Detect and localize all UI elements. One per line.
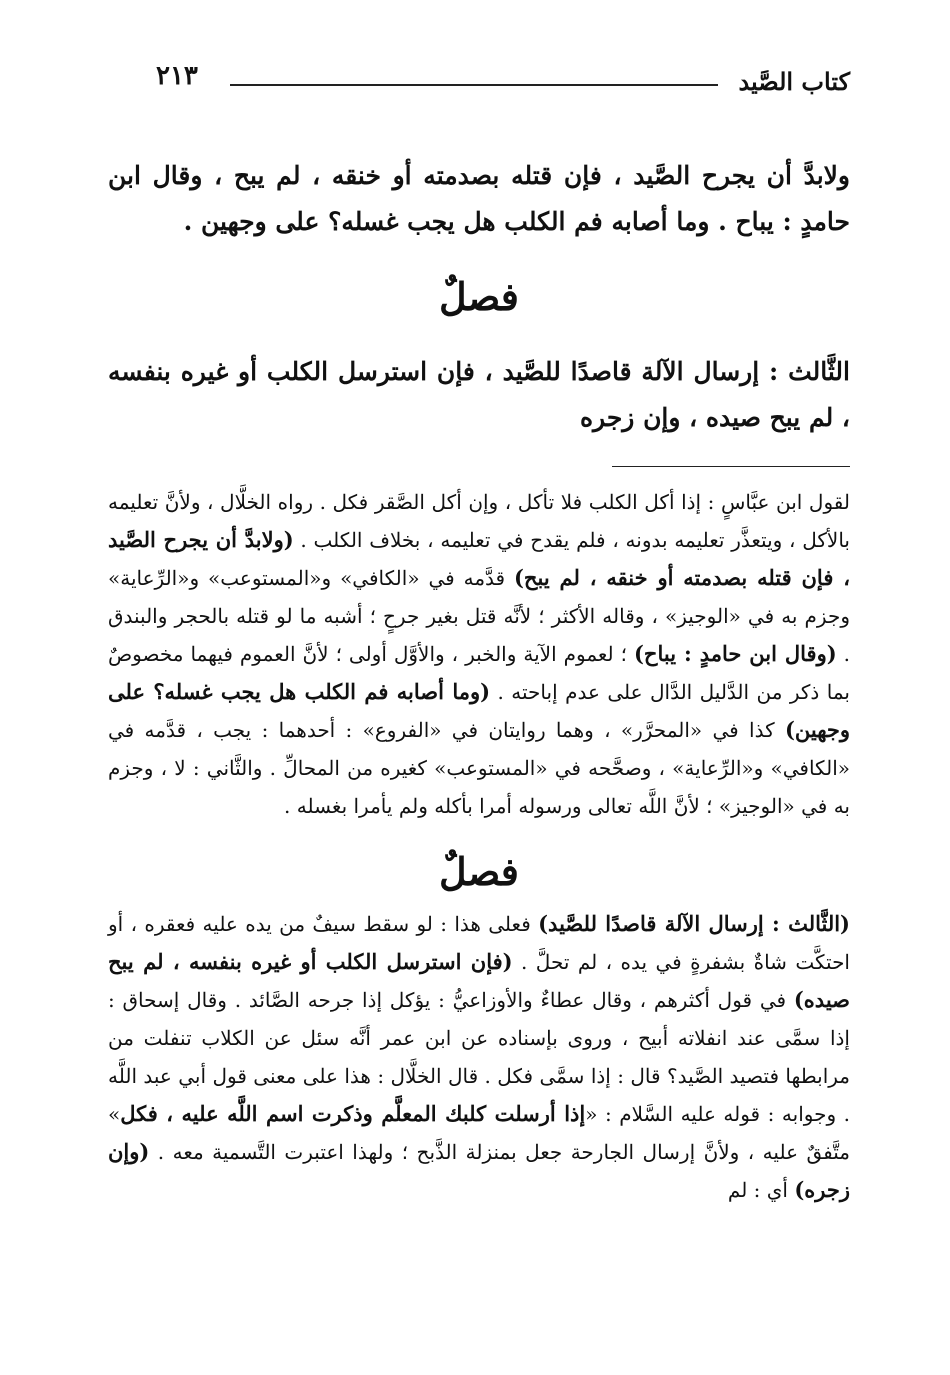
commentary-text: في قول أكثرهم ، وقال عطاءٌ والأوزاعيُّ : يؤكل إذا جرحه الصَّائد . وقال إسحاق : إذا سمَّى عند انفلاته أبيح ، وروى بإسناده عن ابن عمر أنَّه سئل عن الكلاب تنفلت من مرابطها فتصيد الصَّيد؟ قال : إذا سمَّى فكل . قال الخلَّال : هذا على معنى قول أبي عبد اللَّه . وجوابه : قوله عليه السَّلام : « — [108, 988, 850, 1126]
commentary-paragraph-2 — [108, 905, 850, 1209]
quoted-matn: (وإن زجره) — [108, 1139, 850, 1202]
page-number: ٢١٣ — [156, 61, 198, 91]
running-title: كتاب الصَّيد — [738, 67, 850, 96]
commentary-text: أي : لم — [727, 1178, 795, 1202]
commentary-text: » متَّفقٌ عليه ، ولأنَّ إرسال الجارحة جعل بمنزلة الذَّبح ؛ ولهذا اعتبرت التَّسمية معه . — [108, 1102, 850, 1164]
quoted-matn: (وما أصابه فم الكلب هل يجب غسله؟ على وجهين) — [108, 679, 850, 742]
quoted-matn: (الثَّالث : إرسال الآلة قاصدًا للصَّيد) — [538, 911, 850, 936]
page — [108, 55, 850, 1229]
matn-paragraph-1: ولابدَّ أن يجرح الصَّيد ، فإن قتله بصدمته أو خنقه ، لم يبح ، وقال ابن حامدٍ : يباح . وما أصابه فم الكلب هل يجب غسله؟ على وجهين . — [108, 161, 850, 236]
header-rule — [230, 84, 718, 86]
quoted-matn: (ولابدَّ أن يجرح الصَّيد ، فإن قتله بصدمته أو خنقه ، لم يبح) — [108, 527, 851, 590]
footnote-separator — [612, 466, 850, 467]
commentary-text: كذا في «المحرَّر» ، وهما روايتان في «الفروع» : أحدهما : يجب ، قدَّمه في «الكافي» و«الرِّعاية» ، وصحَّحه في «المستوعب» كغيره من المحالِّ . والثَّاني : لا ، وجزم به في «الوجيز» ؛ لأنَّ اللَّه تعالى ورسوله أمرا بأكله ولم يأمرا بغسله . — [108, 718, 850, 818]
matn-paragraph-2: الثَّالث : إرسال الآلة قاصدًا للصَّيد ، فإن استرسل الكلب أو غيره بنفسه ، لم يبح صيده ، وإن زجره — [108, 357, 850, 432]
commentary-text: لقول ابن عبَّاسٍ : إذا أكل الكلب فلا تأكل ، وإن أكل الصَّقر فكل . رواه الخلَّال ، ولأنَّ تعليمه بالأكل ، ويتعذَّر تعليمه بدونه ، فلم يقدح في تعليمه ، بخلاف الكلب . — [108, 490, 850, 552]
page-header — [108, 55, 850, 103]
commentary-paragraph-1 — [108, 483, 850, 825]
commentary-text: ؛ لعموم الآية والخبر ، والأوَّل أولى ؛ لأنَّ العموم فيهما مخصوصٌ بما ذكر من الدَّليل الدَّال على عدم إباحته . — [108, 642, 850, 704]
commentary-text: قدَّمه في «الكافي» و«المستوعب» و«الرِّعاية» وجزم به في «الوجيز» ، وقاله الأكثر ؛ لأنَّه قتل بغير جرحٍ ؛ أشبه ما لو قتله بالحجر والبندق . — [108, 566, 850, 666]
section-heading: فصلٌ — [439, 274, 519, 319]
commentary-text: فعلى هذا : لو سقط سيفٌ من يده عليه فعقره ، أو احتكَّت شاةٌ بشفرةٍ في يده ، لم تحلَّ . — [108, 912, 850, 974]
quoted-matn: (فإن استرسل الكلب أو غيره بنفسه ، لم يبح صيده) — [108, 949, 850, 1012]
quoted-matn: (وقال ابن حامدٍ : يباح) — [633, 641, 837, 666]
commentary-section-heading: فصلٌ — [439, 849, 519, 894]
quoted-matn: إذا أرسلت كلبك المعلَّم وذكرت اسم اللَّه عليه ، فكل — [120, 1101, 586, 1126]
